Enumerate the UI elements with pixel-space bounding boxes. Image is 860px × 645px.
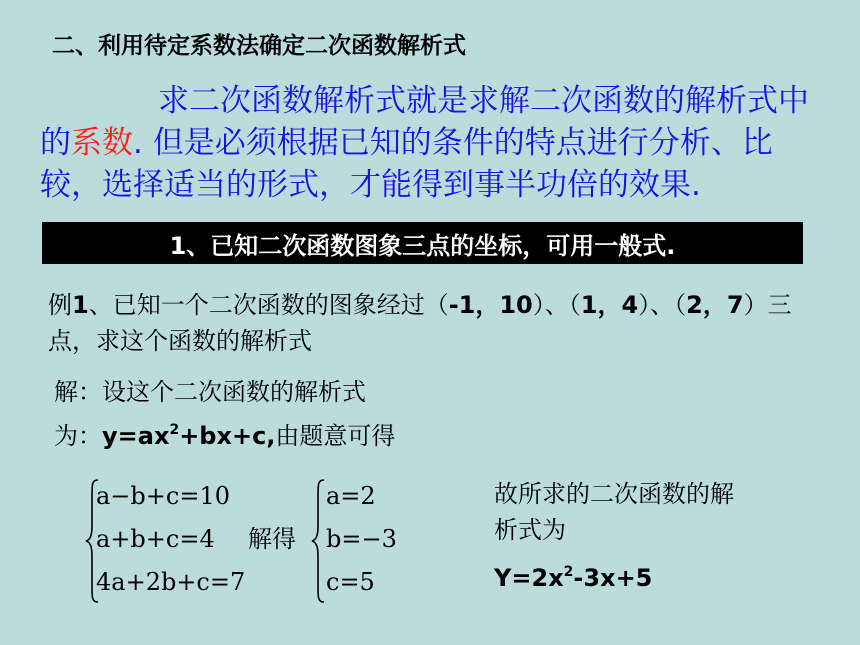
result-1: a=2	[326, 482, 376, 510]
solution-suffix: 由题意可得	[275, 422, 396, 450]
result-3: c=5	[326, 568, 375, 596]
result-2: b=−3	[326, 525, 397, 553]
right-brace	[312, 480, 324, 602]
general-form-rest: +bx+c,	[179, 422, 276, 450]
example-problem	[48, 287, 828, 359]
equation-1: a−b+c=10	[96, 482, 230, 510]
equation-3: 4a+2b+c=7	[96, 568, 246, 596]
equation-2: a+b+c=4	[96, 525, 215, 553]
answer-base: Y=2x	[494, 564, 564, 592]
solution-setup	[54, 373, 395, 455]
method-banner: 1、已知二次函数图象三点的坐标，可用一般式.	[42, 222, 803, 264]
example-number: 1	[72, 291, 89, 319]
example-text-1: 、已知一个二次函数的图象经过（	[88, 291, 449, 319]
example-text-2: ）三点，求这个函数的解析式	[48, 291, 792, 355]
section-heading: 二、利用待定系数法确定二次函数解析式	[52, 33, 466, 59]
solution-line-2	[54, 411, 395, 455]
final-answer	[494, 564, 652, 592]
solve-word: 解得	[248, 525, 296, 553]
general-form-base: y=ax	[102, 422, 170, 450]
example-point-2: 1，4	[580, 291, 639, 319]
intro-text-2: . 但是必须根据已知的条件的特点进行分析、比较，选择适当的形式，才能得到事半功倍的效果.	[40, 125, 773, 203]
conclusion-line-2: 析式为	[494, 516, 566, 544]
example-sep-2: ）、（	[638, 291, 687, 319]
example-point-1: -1，10	[448, 291, 533, 319]
general-form	[102, 422, 275, 450]
general-form-exponent: 2	[169, 422, 180, 438]
answer-rest: -3x+5	[573, 564, 653, 592]
intro-paragraph	[40, 80, 830, 220]
conclusion-line-1: 故所求的二次函数的解	[494, 480, 734, 508]
answer-exponent: 2	[563, 564, 574, 580]
example-sep-1: ）、（	[532, 291, 581, 319]
solution-line-1: 解：设这个二次函数的解析式	[54, 378, 366, 406]
equation-system	[84, 476, 424, 606]
intro-keyword: 系数	[71, 125, 133, 161]
intro-text-1: 求二次函数解析式就是求解二次函数的解析式中的	[40, 83, 809, 161]
example-point-3: 2，7	[686, 291, 744, 319]
example-label: 例	[48, 291, 72, 319]
equation-system-graphic	[84, 476, 424, 606]
solution-prefix: 为：	[54, 422, 102, 450]
conclusion-text	[494, 476, 734, 548]
